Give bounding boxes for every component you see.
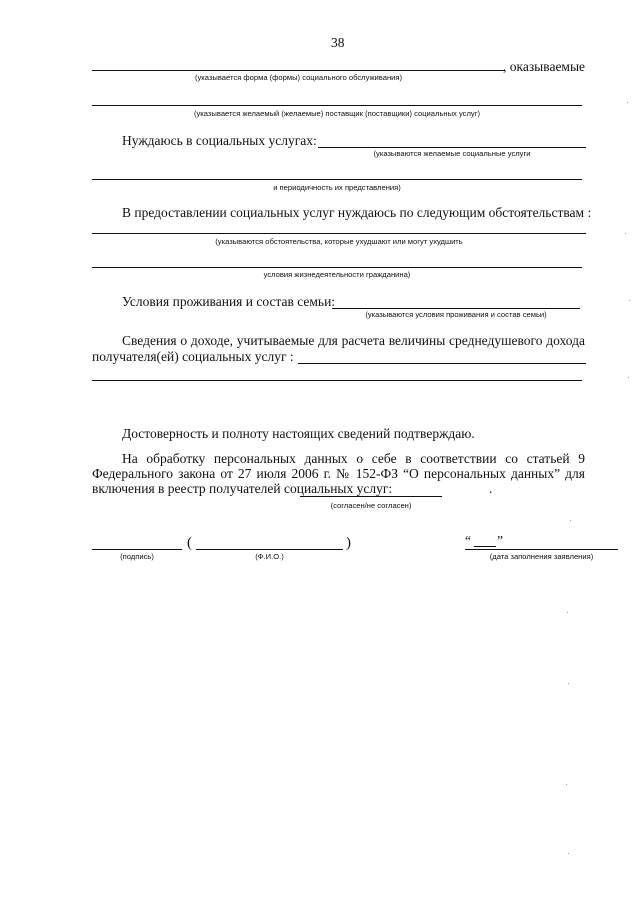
living-label: Условия проживания и состав семьи:: [122, 294, 336, 309]
need-field-line-2[interactable]: [92, 179, 582, 180]
fio-line[interactable]: [196, 549, 343, 550]
scan-speck: [567, 612, 568, 613]
date-caption: (дата заполнения заявления): [489, 552, 594, 561]
consent-period: .: [489, 481, 493, 496]
consent-field-line[interactable]: [300, 496, 442, 497]
scan-speck: [629, 300, 630, 301]
income-field-line[interactable]: [298, 363, 586, 364]
date-quote-open: “: [465, 533, 471, 548]
confirm-text: Достоверность и полноту настоящих сведений подтверждаю.: [122, 426, 475, 441]
income-field-line-2[interactable]: [92, 380, 582, 381]
fio-paren-open: (: [187, 535, 192, 551]
need-caption: (указываются желаемые социальные услуги: [373, 149, 531, 158]
consent-line3: включения в реестр получателей социальных услуг:: [92, 481, 393, 496]
scan-speck: [570, 520, 571, 521]
provider-field-line[interactable]: [92, 105, 582, 106]
living-field-line[interactable]: [332, 308, 580, 309]
scan-speck: [568, 683, 569, 684]
circumstances-field-line[interactable]: [92, 233, 586, 234]
signature-caption: (подпись): [120, 552, 154, 561]
living-caption: (указываются условия проживания и состав семьи): [365, 310, 547, 319]
circumstances-field-line-2[interactable]: [92, 267, 582, 268]
signature-line[interactable]: [92, 549, 182, 550]
scan-speck: [566, 784, 567, 785]
provider-caption: (указывается желаемый (желаемые) поставщик (поставщики) социальных услуг): [193, 109, 480, 118]
scan-speck: [625, 233, 626, 234]
circumstances-caption: (указываются обстоятельства, которые ухудшают или могут ухудшить: [215, 237, 463, 246]
circumstances-label: В предоставлении социальных услуг нуждаюсь по следующим обстоятельствам :: [122, 205, 592, 220]
page-number: 38: [331, 35, 345, 50]
need-label: Нуждаюсь в социальных услугах:: [122, 133, 317, 148]
form-caption: (указывается форма (формы) социального обслуживания): [194, 73, 403, 82]
form-field-line[interactable]: [92, 70, 505, 71]
need-field-line[interactable]: [318, 147, 586, 148]
need-caption-2: и периодичность их представления): [273, 183, 401, 192]
consent-line2: Федерального закона от 27 июля 2006 г. № 152-ФЗ “О персональных данных” для: [92, 466, 585, 481]
fio-paren-close: ): [346, 535, 351, 551]
date-day-line[interactable]: [474, 546, 496, 547]
income-label-line1: Сведения о доходе, учитываемые для расчета величины среднедушевого дохода: [122, 333, 585, 348]
scan-speck: [627, 102, 628, 103]
consent-line1: На обработку персональных данных о себе в соответствии со статьей 9: [122, 451, 585, 466]
income-label-line2: получателя(ей) социальных услуг :: [92, 349, 294, 364]
scan-speck: [568, 853, 569, 854]
circumstances-caption-2: условия жизнедеятельности гражданина): [263, 270, 411, 279]
consent-caption: (согласен/не согласен): [330, 501, 412, 510]
provided-suffix: , оказываемые: [503, 59, 586, 74]
fio-caption: (Ф.И.О.): [255, 552, 284, 561]
scan-speck: [628, 377, 629, 378]
date-quote-close: ”: [497, 533, 503, 548]
date-field-line[interactable]: [465, 549, 618, 550]
